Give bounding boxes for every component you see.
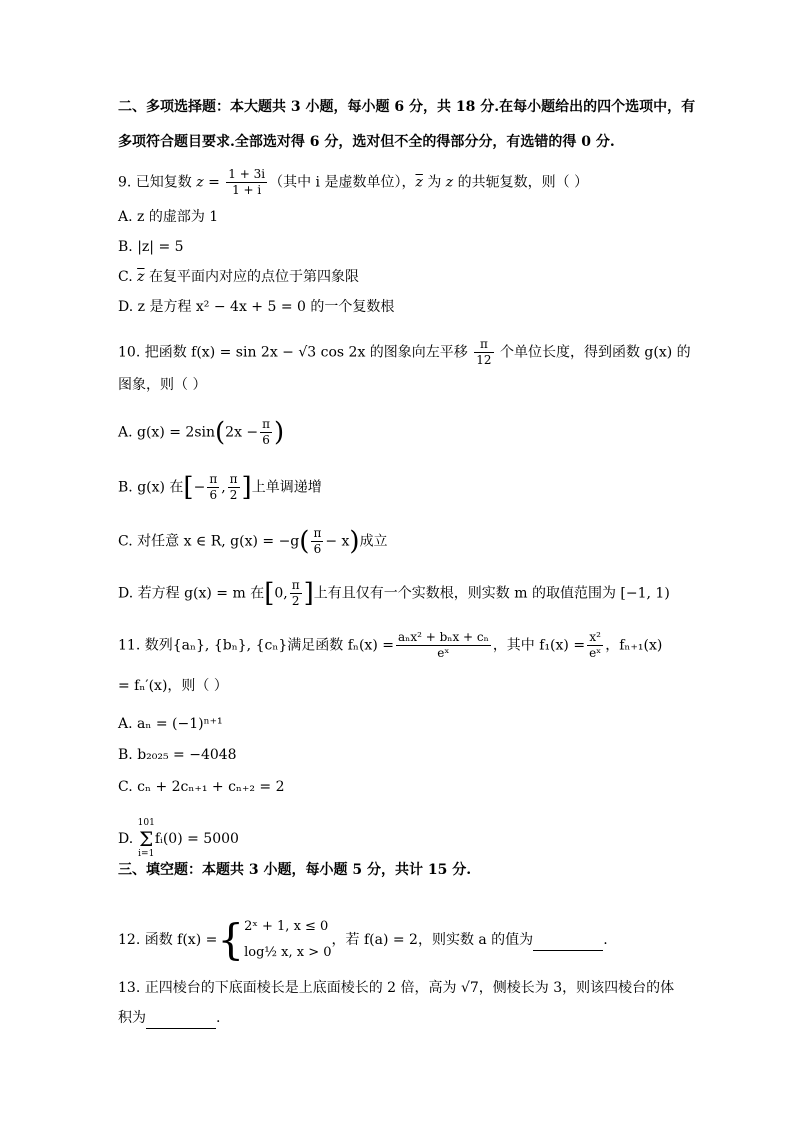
q10-option-b-suffix: 上单调递增 (251, 479, 322, 496)
left-bracket: [ (183, 472, 194, 503)
q10-stem-prefix: 10. 把函数 f(x) = sin 2x − √3 cos 2x 的图象向左平移 (118, 344, 473, 361)
q9-stem-mid: （其中 i 是虚数单位）， (269, 174, 416, 191)
q9-option-c (118, 267, 359, 287)
q13-line2 (118, 1008, 220, 1029)
q11-option-b: B. b₂₀₂₅ = −4048 (118, 747, 237, 763)
q10-option-a-den: 6 (262, 433, 270, 447)
q10-option-b-prefix: B. g(x) 在 (118, 479, 184, 496)
q11-frac2-num: x² (587, 630, 603, 646)
q12-stem-suffix: ，若 f(a) = 2，则实数 a 的值为 (331, 932, 534, 948)
q10-option-a-num: π (262, 417, 271, 431)
q10-option-d-den: 2 (291, 594, 300, 608)
q9-option-c-label: C. (118, 269, 138, 285)
q13-line1: 13. 正四棱台的下底面棱长是上底面棱长的 2 倍，高为 √7，侧棱长为 3，则该四棱台的体 (118, 980, 675, 996)
section2-heading-line2: 多项符合题目要求.全部选对得 6 分，选对但不全的得部分分，有选错的得 0 分. (118, 134, 615, 150)
right-paren: ) (349, 526, 360, 557)
q10-option-d-num: π (291, 578, 300, 592)
q10-option-a-frac (260, 417, 272, 448)
q11-frac-num: aₙx² + bₙx + cₙ (397, 630, 489, 644)
q9-frac-num: 1 + 3i (228, 167, 266, 181)
q10-option-d-start: 0, (274, 585, 288, 602)
q10-option-a-prefix: A. g(x) = 2sin (118, 424, 216, 441)
left-paren: ( (215, 417, 226, 448)
q11-stem-prefix: 11. 数列{aₙ}, {bₙ}, {cₙ}满足函数 fₙ(x) = (118, 637, 394, 654)
q11-option-d-text: fᵢ(0) = 5000 (154, 831, 239, 847)
q9-stem-prefix: 9. 已知复数 (118, 174, 197, 191)
left-bracket: [ (264, 578, 275, 609)
left-brace: { (217, 915, 245, 964)
q10-option-b-num1: π (209, 472, 218, 486)
q10-option-c-suffix: 成立 (359, 533, 388, 550)
q10-option-b-frac2 (228, 472, 240, 503)
q10-option-c (118, 526, 388, 557)
right-paren: ) (274, 417, 285, 448)
minus-sign: − (193, 479, 206, 496)
q11-option-a: A. aₙ = (−1)ⁿ⁺¹ (118, 716, 223, 732)
q11-option-d (118, 818, 239, 860)
q13-line2-end: . (216, 1010, 221, 1026)
q10-frac-den: 12 (476, 353, 492, 367)
q9-option-d: D. z 是方程 x² − 4x + 5 = 0 的一个复数根 (118, 299, 395, 315)
left-paren: ( (299, 526, 310, 557)
q10-option-d-suffix: 上有且仅有一个实数根，则实数 m 的取值范围为 [−1, 1) (313, 585, 670, 602)
summation-upper: 101 (137, 818, 155, 828)
q10-stem (118, 337, 691, 368)
summation-lower: i=1 (138, 849, 155, 859)
q9-eq: = (203, 174, 225, 191)
sigma-symbol: Σ (139, 827, 154, 851)
summation (138, 818, 155, 860)
q12-stem (118, 915, 608, 964)
q11-stem-mid: ，其中 f₁(x) = (492, 637, 586, 654)
q10-option-c-arg: − x (325, 533, 350, 550)
q12-case2: log½ x, x > 0 (244, 945, 332, 960)
q10-stem-suffix: 个单位长度，得到函数 g(x) 的 (495, 344, 691, 361)
q9-stem (118, 167, 588, 198)
q9-stem-end: 的共轭复数，则（ ） (453, 174, 589, 191)
q9-option-c-text: 在复平面内对应的点位于第四象限 (144, 269, 359, 285)
q9-zbar: $\overline{z}$ (415, 174, 423, 191)
q10-option-a (118, 417, 284, 448)
q9-stem-c: 为 (422, 174, 446, 191)
q10-option-b-num2: π (229, 472, 238, 486)
q10-option-c-den: 6 (313, 542, 322, 556)
q13-line2-text: 积为 (118, 1010, 146, 1026)
q9-option-c-zbar: $\overline{z}$ (137, 269, 145, 285)
q10-option-d-prefix: D. 若方程 g(x) = m 在 (118, 585, 265, 602)
q10-stem-line2: 图象，则（ ） (118, 377, 207, 393)
q9-option-a: A. z 的虚部为 1 (118, 209, 219, 225)
comma: , (221, 479, 226, 496)
q12-piecewise (244, 918, 331, 962)
q10-fraction (474, 337, 493, 368)
q11-stem-end: ，fₙ₊₁(x) (605, 637, 663, 654)
q11-frac-den: eˣ (437, 646, 450, 660)
section3-heading: 三、填空题：本题共 3 小题，每小题 5 分，共计 15 分. (118, 862, 472, 878)
q11-fraction2 (587, 630, 603, 661)
q9-z: z (196, 174, 204, 191)
q10-frac-num: π (474, 337, 493, 353)
q12-answer-blank[interactable] (533, 930, 603, 951)
right-bracket: ] (241, 472, 252, 503)
q11-option-d-label: D. (118, 831, 138, 847)
q13-answer-blank[interactable] (146, 1008, 216, 1029)
section2-heading-line1: 二、多项选择题：本大题共 3 小题，每小题 6 分，共 18 分.在每小题给出的四个选项中，有 (118, 99, 696, 115)
q11-frac2-den: eˣ (589, 646, 602, 660)
q9-option-b: B. |z| = 5 (118, 239, 184, 255)
q10-option-b-frac1 (207, 472, 219, 503)
q11-stem-line2: = fₙ′(x)，则（ ） (118, 678, 228, 694)
q10-option-a-arg: 2x − (225, 424, 259, 441)
right-bracket: ] (303, 578, 314, 609)
q10-option-d (118, 578, 670, 609)
q10-option-b-den2: 2 (229, 488, 238, 502)
q12-stem-end: . (603, 932, 608, 948)
q11-fraction (396, 630, 491, 661)
q11-stem (118, 630, 662, 661)
q9-frac-den: 1 + i (232, 183, 262, 197)
q10-option-b (118, 472, 322, 503)
q11-option-c: C. cₙ + 2cₙ₊₁ + cₙ₊₂ = 2 (118, 779, 285, 795)
q10-option-c-frac (311, 526, 323, 557)
q10-option-d-frac (290, 578, 302, 609)
q10-option-c-prefix: C. 对任意 x ∈ R, g(x) = −g (118, 533, 300, 550)
q9-fraction (226, 167, 267, 198)
q12-case1: 2ˣ + 1, x ≤ 0 (244, 919, 329, 934)
q12-stem-prefix: 12. 函数 f(x) = (118, 932, 218, 948)
q9-z2: z (445, 174, 454, 191)
q10-option-c-num: π (313, 526, 322, 540)
q10-option-b-den1: 6 (209, 488, 218, 502)
